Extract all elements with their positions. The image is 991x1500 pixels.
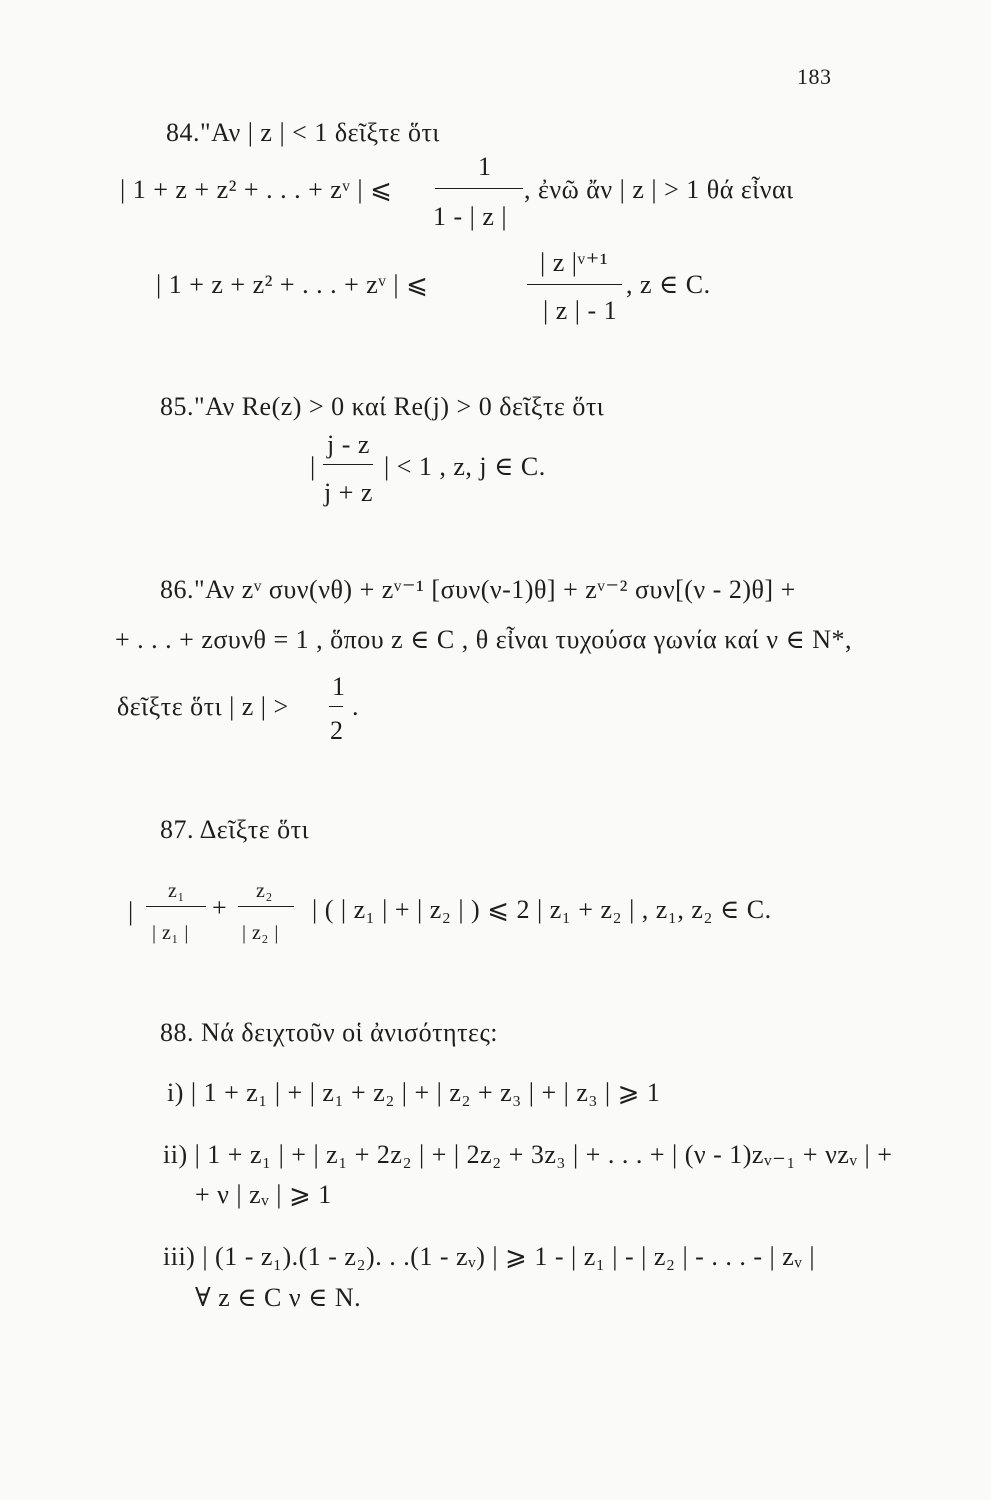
ex84-line2-left: | 1 + z + z² + . . . + zᵛ | ⩽ <box>156 270 429 299</box>
ex84-heading: 84."Αν | z | < 1 δεῖξτε ὅτι <box>166 118 440 147</box>
ex86-fraction-bar <box>329 706 343 707</box>
ex84-line1-left: | 1 + z + z² + . . . + zᵛ | ⩽ <box>120 175 393 204</box>
ex88-heading: 88. Νά δειχτοῦν οἱ ἀνισότητες: <box>160 1018 498 1047</box>
ex84-line2-right: , z ∈ C. <box>626 270 711 299</box>
ex85-numerator: j - z <box>327 430 370 459</box>
ex85-fraction-bar <box>323 464 373 465</box>
ex87-fraction-bar1 <box>146 906 206 907</box>
ex87-rest: | ( | z₁ | + | z₂ | ) ⩽ 2 | z₁ + z₂ | , z₁, z₂ ∈ C. <box>312 895 772 924</box>
ex87-fraction-bar2 <box>238 906 294 907</box>
page-number: 183 <box>797 64 832 89</box>
ex88-item-ii-line1: ii) | 1 + z₁ | + | z₁ + 2z₂ | + | 2z₂ + 3z₃ | + . . . + | (ν - 1)zᵥ₋₁ + νzᵥ | + <box>163 1140 893 1169</box>
ex87-plus: + <box>212 893 228 922</box>
ex86-fraction-numerator: 1 <box>332 672 346 701</box>
ex84-line1-right: , ἐνῶ ἄν | z | > 1 θά εἶναι <box>524 175 794 204</box>
ex84-line1-numerator: 1 <box>478 152 492 181</box>
ex84-line2-denominator: | z | - 1 <box>543 296 618 325</box>
ex87-numerator1: z₁ <box>168 880 185 902</box>
ex87-numerator2: z₂ <box>256 880 273 902</box>
ex88-item-ii-line2: + ν | zᵥ | ⩾ 1 <box>195 1180 332 1209</box>
ex87-denominator1: | z₁ | <box>152 922 189 944</box>
ex88-item-i: i) | 1 + z₁ | + | z₁ + z₂ | + | z₂ + z₃ | + | z₃ | ⩾ 1 <box>167 1078 661 1107</box>
ex85-rest: | < 1 , z, j ∈ C. <box>384 452 546 481</box>
ex86-line3: δεῖξτε ὅτι | z | > <box>117 692 289 721</box>
ex87-denominator2: | z₂ | <box>242 922 279 944</box>
ex86-line1: 86."Αν zᵛ συν(νθ) + zᵛ⁻¹ [συν(ν-1)θ] + zᵛ⁻² συν[(ν - 2)θ] + <box>160 575 796 604</box>
ex86-end: . <box>352 692 359 721</box>
ex85-left-bar: | <box>310 452 316 481</box>
ex84-line2-fraction-bar <box>527 284 622 285</box>
ex86-fraction-denominator: 2 <box>330 716 344 745</box>
ex85-heading: 85."Αν Re(z) > 0 καί Re(j) > 0 δεῖξτε ὅτι <box>160 392 605 421</box>
ex85-denominator: j + z <box>324 478 373 507</box>
ex84-line1-denominator: 1 - | z | <box>433 202 508 231</box>
ex87-heading: 87. Δεῖξτε ὅτι <box>160 815 310 844</box>
ex88-item-iii-line1: iii) | (1 - z₁).(1 - z₂). . .(1 - zᵥ) | ⩾ 1 - | z₁ | - | z₂ | - . . . - | zᵥ | <box>163 1242 816 1271</box>
ex84-line1-fraction-bar <box>435 188 523 189</box>
ex86-line2: + . . . + zσυνθ = 1 , ὅπου z ∈ C , θ εἶναι τυχούσα γωνία καί ν ∈ N*, <box>115 625 853 654</box>
ex84-line2-numerator: | z |ᵛ⁺¹ <box>540 248 609 277</box>
ex88-item-iii-line2: ∀ z ∈ C ν ∈ N. <box>195 1283 362 1312</box>
ex87-left-bar: | <box>128 897 134 926</box>
